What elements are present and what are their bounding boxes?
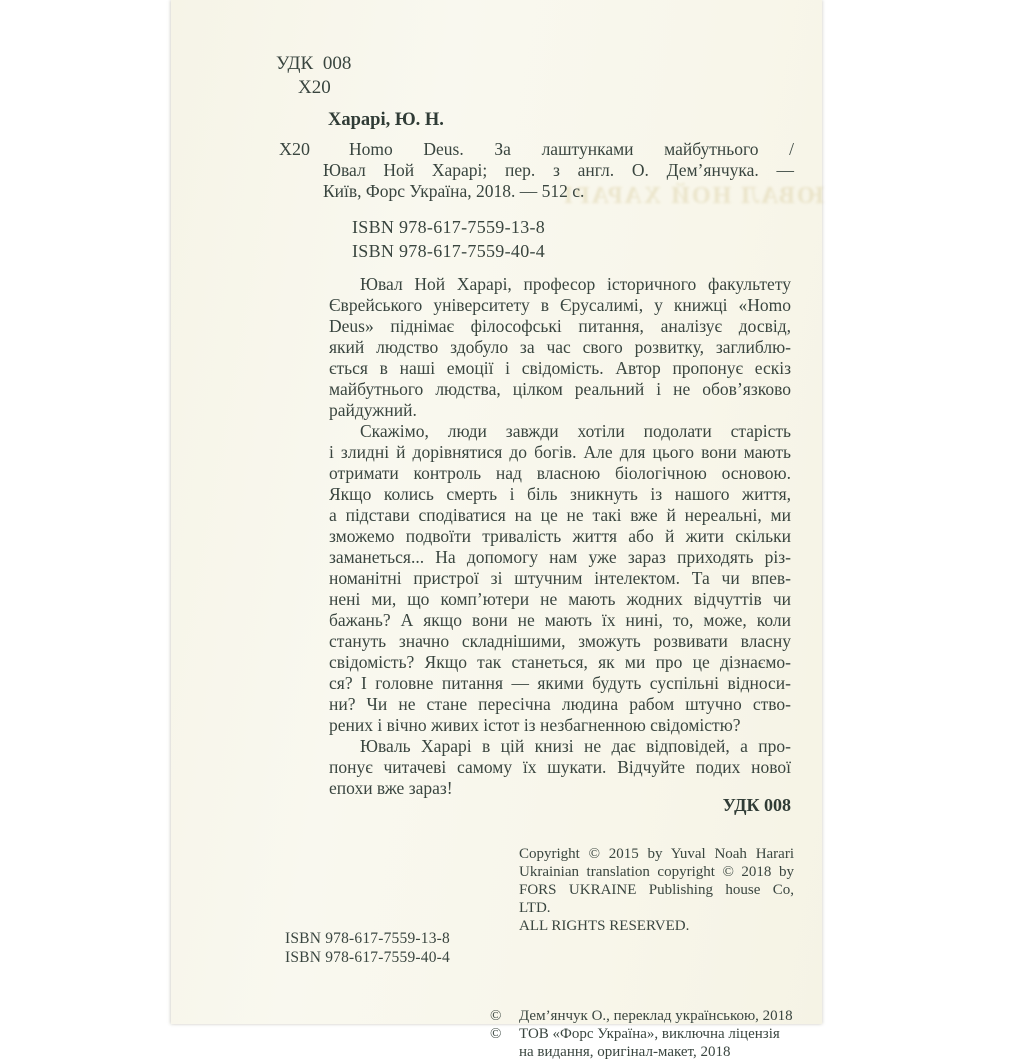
text-line: стануть значно складнішими, зможуть розвивати власну	[329, 631, 791, 651]
copyright-credit-text	[519, 1007, 794, 1025]
text-line: Єврейського університету в Єрусалимі, у книжці «Homo	[329, 295, 791, 315]
catalog-author-heading: Харарі, Ю. Н.	[328, 110, 444, 130]
text-line: Ukrainian translation copyright © 2018 by	[519, 864, 794, 880]
text-line: і злидні й дорівнятися до богів. Але для цього вони мають	[329, 442, 791, 462]
text-line: а підстави сподіватися на це не такі вже й нереальні, ми	[329, 505, 791, 525]
copyright-symbol: ©	[490, 1026, 502, 1042]
copyright-symbol: ©	[490, 1008, 502, 1024]
text-line: ISBN 978-617-7559-13-8	[285, 930, 450, 947]
text-line: ни? Чи не стане пересічна людина рабом штучно ство-	[329, 694, 791, 714]
annotation-text	[329, 274, 791, 799]
text-line: ISBN 978-617-7559-40-4	[285, 948, 450, 966]
text-line: Скажімо, люди завжди хотіли подолати старість	[360, 421, 791, 441]
copyright-block	[490, 845, 794, 1060]
udc-classification-bottom: УДК 008	[722, 795, 791, 815]
text-line: номанітні пристрої зі штучним інтелектом. Та чи впев-	[329, 568, 791, 588]
udc-classification-top: УДК 008	[276, 53, 352, 74]
text-line: свідомість? Якщо так станеться, як ми про це дізнаємо-	[329, 652, 791, 672]
text-line: заманеться... На допомогу нам уже зараз приходять різ-	[329, 547, 791, 567]
copyright-credit-rows	[490, 1007, 794, 1061]
text-line: райдужний.	[329, 400, 417, 420]
text-line: ALL RIGHTS RESERVED.	[519, 918, 690, 934]
text-line: бажань? А якщо вони не мають їх нині, то, може, коли	[329, 610, 791, 630]
bleed-through-ghost: ЮВАЛ НОЙ ХАРАРІ	[561, 183, 824, 209]
text-line: Київ, Форс Україна, 2018. — 512 с.	[323, 181, 585, 201]
text-line: Ювал Ной Харарі, професор історичного факультету	[360, 274, 791, 294]
isbn-block-top	[352, 216, 545, 263]
text-line: Deus» піднімає філософські питання, аналізує досвід,	[329, 316, 791, 336]
text-line: Copyright © 2015 by Yuval Noah Harari	[519, 846, 794, 862]
book-imprint-page	[171, 0, 824, 1060]
copyright-english-lines	[490, 845, 794, 935]
isbn-block-bottom	[285, 930, 450, 967]
copyright-credit-text	[519, 1025, 794, 1061]
copyright-credit-row	[490, 1025, 794, 1061]
copyright-credit-row	[490, 1007, 794, 1025]
text-line: Ювал Ной Харарі; пер. з англ. О. Дем’янчука. —	[323, 160, 794, 180]
text-line: який людство здобуло за час свого розвитку, заглиблю-	[329, 337, 791, 357]
author-sign-card: Х20	[279, 139, 310, 159]
text-line: ISBN 978-617-7559-13-8	[352, 217, 546, 237]
text-line: Homo Deus. За лаштунками майбутнього /	[349, 139, 794, 159]
text-line: понує читачеві самому їх шукати. Відчуйте подих нової	[329, 757, 791, 777]
text-line: ється в наші емоції і свідомість. Автор пропонує ескіз	[329, 358, 791, 378]
text-line: Якщо колись смерть і біль зникнуть із нашого життя,	[329, 484, 791, 504]
bibliographic-description	[323, 139, 794, 202]
text-line: на видання, оригінал-макет, 2018	[519, 1044, 731, 1060]
author-sign-top: Х20	[298, 77, 331, 98]
text-line: ТОВ «Форс Україна», виключна ліцензія	[519, 1026, 780, 1042]
text-line: ISBN 978-617-7559-40-4	[352, 240, 546, 261]
text-line: Дем’янчук О., переклад українською, 2018	[519, 1008, 793, 1024]
text-line: епохи вже зараз!	[329, 778, 453, 798]
text-line: майбутнього людства, цілком реальний і не обов’язково	[329, 379, 791, 399]
text-line: рених і вічно живих істот із незбагненною свідомістю?	[329, 715, 741, 735]
text-line: зможемо подвоїти тривалість життя або й жити скільки	[329, 526, 791, 546]
text-line: нені ми, що комп’ютери не мають жодних відчуттів чи	[329, 589, 791, 609]
text-line: отримати контроль над власною біологічною основою.	[329, 463, 791, 483]
text-line: Юваль Харарі в цій книзі не дає відповідей, а про-	[360, 736, 791, 756]
text-line: ся? І головне питання — якими будуть суспільні відноси-	[329, 673, 791, 693]
text-line: FORS UKRAINE Publishing house Co, LTD.	[519, 882, 794, 916]
